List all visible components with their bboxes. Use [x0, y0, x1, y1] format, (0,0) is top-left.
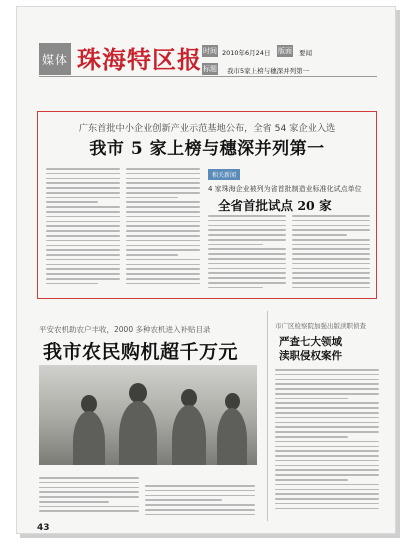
news-photo	[39, 365, 257, 465]
related-column-1	[208, 215, 286, 295]
article-kicker: 广东首批中小企业创新产业示范基地公布，全省 54 家企业入选	[78, 123, 336, 134]
lower-article-column-1	[39, 477, 139, 521]
newspaper-page	[16, 6, 396, 534]
right-article-body	[275, 369, 379, 521]
right-headline-line-2: 渎职侵权案件	[279, 350, 342, 362]
right-article-kicker: 市广区检察院加强出版渎职侦查	[275, 322, 366, 330]
article-headline: 我市 5 家上榜与穗深并列第一	[89, 139, 325, 159]
related-headline: 全省首批试点 20 家	[218, 198, 332, 213]
column-divider	[267, 311, 268, 521]
related-column-2	[292, 215, 370, 295]
section-badge: 媒体	[39, 43, 71, 75]
right-article-headline	[279, 335, 342, 363]
related-kicker: 4 家珠海企业被列为省首批制造业标准化试点单位	[208, 185, 362, 193]
newspaper-logo: 珠海特区报	[77, 45, 202, 74]
lower-article-kicker: 平安农机助农户丰收，2000 多种农机进入补贴目录	[39, 325, 211, 334]
title-label: 标题	[203, 65, 217, 73]
masthead	[17, 7, 396, 103]
title-value: 我市5家上榜与穗深并列第一	[227, 67, 310, 75]
page-number: 43	[37, 523, 50, 533]
article-column-2	[126, 168, 200, 294]
page-section-value: 要闻	[299, 49, 312, 57]
lower-article-column-2	[145, 485, 255, 521]
lower-article-headline: 我市农民购机超千万元	[43, 341, 239, 363]
date-value: 2010年6月24日	[222, 49, 271, 57]
page-label: 版面	[278, 47, 292, 55]
time-label: 时间	[203, 47, 217, 55]
featured-article	[37, 111, 377, 299]
right-headline-line-1: 严查七大领域	[279, 336, 342, 348]
masthead-rule	[39, 76, 377, 77]
related-news-tag: 相关新闻	[208, 169, 240, 180]
article-column-1	[46, 168, 120, 294]
